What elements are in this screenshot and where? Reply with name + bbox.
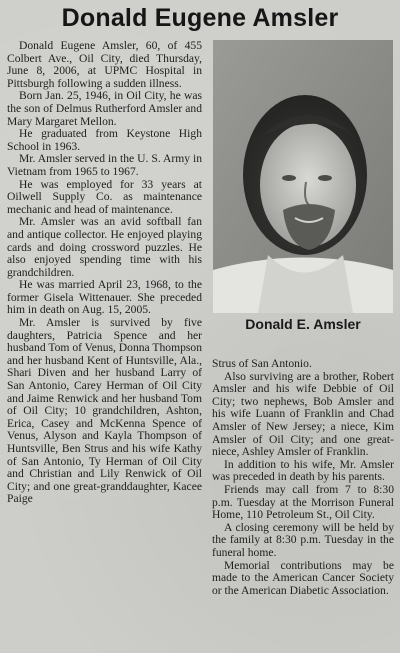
portrait-image xyxy=(213,40,393,313)
paragraph-employment: He was employed for 33 years at Oilwell Supply Co. as maintenance mechanic and head of maintenance. xyxy=(7,177,202,216)
paragraph-visitation: Friends may call from 7 to 8:30 p.m. Tuesday at the Morrison Funeral Home, 110 Petroleum St., Oil City. xyxy=(212,482,394,522)
obituary-headline: Donald Eugene Amsler xyxy=(61,4,339,32)
paragraph-preceded: In addition to his wife, Mr. Amsler was preceded in death by his parents. xyxy=(212,457,394,484)
left-text-column xyxy=(7,40,202,650)
paragraph-survivors-continued: Strus of San Antonio. xyxy=(212,358,312,370)
paragraph-birth: Born Jan. 25, 1946, in Oil City, he was the son of Delmus Rutherford Amsler and Mary Margaret Mellon. xyxy=(7,89,202,128)
paragraph-ceremony: A closing ceremony will be held by the family at 8:30 p.m. Tuesday in the funeral home. xyxy=(212,520,394,559)
paragraph-siblings: Also surviving are a brother, Robert Amsler and his wife Debbie of Oil City; two nephews, Bob Amsler and his wife Luann of Franklin and Chad Amsler of New Jersey; a niece, Kim Amsler of Oil City; and one great-niece, Ashley Amsler of Franklin. xyxy=(212,369,394,459)
paragraph-memorials: Memorial contributions may be made to the American Cancer Society or the American Diabetic Association. xyxy=(212,558,394,597)
right-text-column xyxy=(212,358,394,650)
paragraph-marriage: He was married April 23, 1968, to the former Gisela Wittenauer. She preceded him in death on Aug. 15, 2005. xyxy=(7,278,202,317)
paragraph-survivors: Mr. Amsler is survived by five daughters, Patricia Spence and her husband Tom of Venus, Donna Thompson and her husband Kent of Huntsville, Ala., Shari Diven and her husband Larry of San Antonio, Carey Herman of Oil City and Jaime Renwick and her husband Tom of Oil City; 10 grandchildren, Ashton, Erica, Casey and McKenna Spence of Venus, Alyson and Kayla Thompson of Huntsville, Ben Strus and his wife Kathy of San Antonio, Ty Herman of Oil City and Christian and Lily Renwick of Oil City; and one great-granddaughter, Kacee Paige xyxy=(7,316,202,506)
portrait-photo xyxy=(213,40,393,313)
paragraph-education: He graduated from Keystone High School in 1963. xyxy=(7,127,202,153)
paragraph-hobbies: Mr. Amsler was an avid softball fan and antique collector. He enjoyed playing cards and doing crossword puzzles. He also enjoyed spending time with his grandchildren. xyxy=(7,215,202,279)
paragraph-death-notice: Donald Eugene Amsler, 60, of 455 Colbert Ave., Oil City, died Thursday, June 8, 2006, at UPMC Hospital in Pittsburgh following a sudden illness. xyxy=(7,40,202,90)
paragraph-military: Mr. Amsler served in the U. S. Army in Vietnam from 1965 to 1967. xyxy=(7,152,202,178)
photo-caption: Donald E. Amsler xyxy=(245,316,361,332)
